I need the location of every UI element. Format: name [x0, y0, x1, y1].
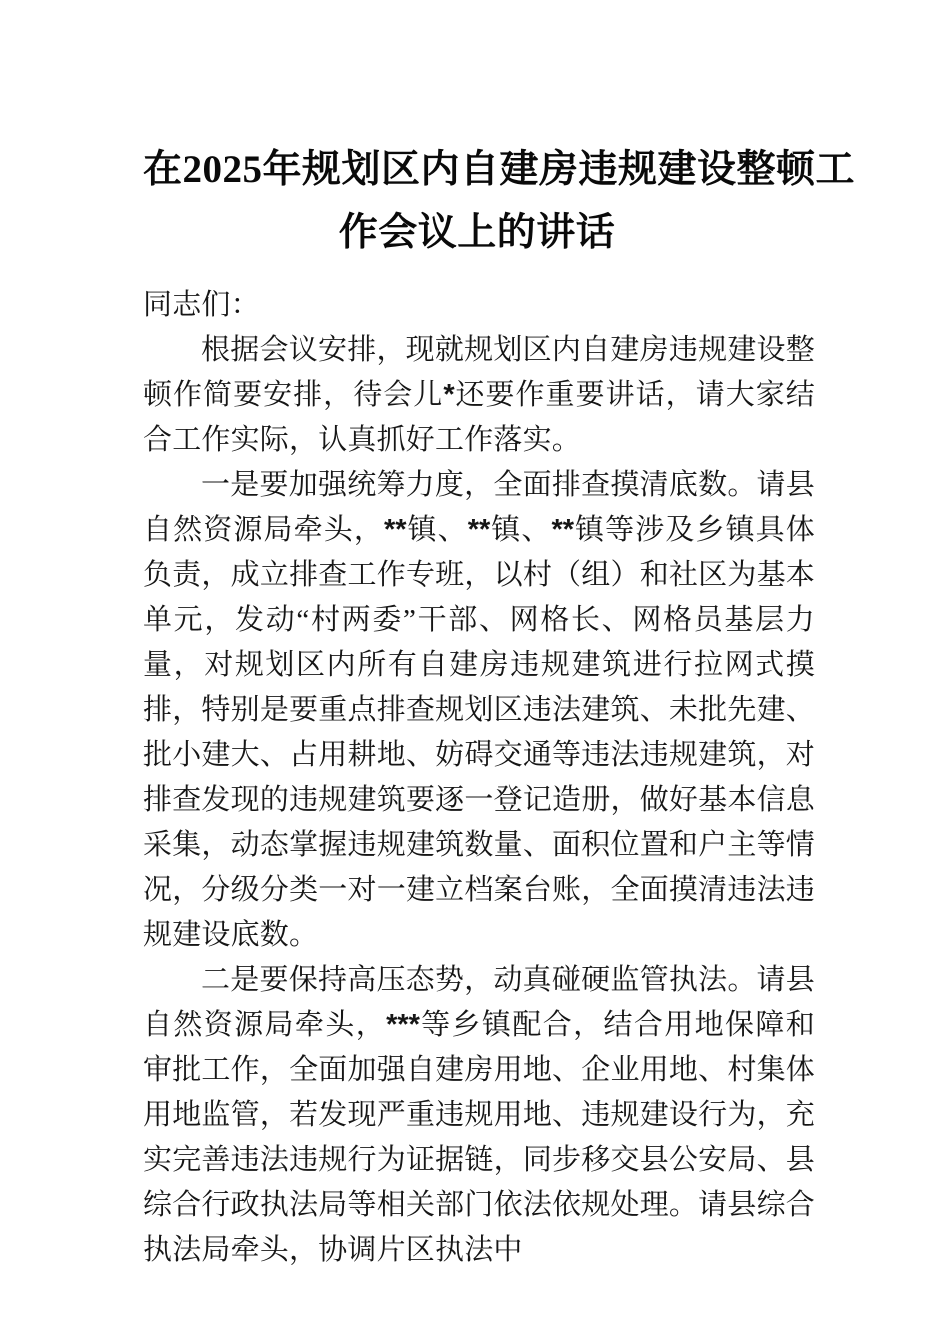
title-line-1: 在2025年规划区内自建房违规建设整顿工 — [143, 148, 856, 192]
redacted-asterisks: ** — [383, 514, 407, 546]
redacted-asterisks: ** — [467, 514, 491, 546]
document-body — [143, 283, 815, 1273]
paragraph-point-two: 二是要保持高压态势，动真碰硬监管执法。请县自然资源局牵头，***等乡镇配合，结合用地保障和审批工作，全面加强自建房用地、企业用地、村集体用地监管，若发现严重违规用地、违规建设行为，充实完善违法违规行为证据链，同步移交县公安局、县综合行政执法局等相关部门依法依规处理。请县综合执法局牵头，协调片区执法中 — [143, 964, 815, 1266]
salutation: 同志们： — [143, 289, 260, 321]
page-title — [143, 138, 856, 264]
redacted-asterisks: ** — [551, 514, 575, 546]
redacted-asterisks: *** — [386, 1009, 420, 1041]
paragraph-intro: 根据会议安排，现就规划区内自建房违规建设整顿作简要安排，待会儿*还要作重要讲话，请大家结合工作实际，认真抓好工作落实。 — [143, 334, 815, 456]
title-line-2: 作会议上的讲话 — [338, 211, 616, 255]
redacted-asterisks: * — [443, 379, 455, 411]
paragraph-point-one: 一是要加强统筹力度，全面排查摸清底数。请县自然资源局牵头，**镇、**镇、**镇等涉及乡镇具体负责，成立排查工作专班，以村（组）和社区为基本单元，发动“村两委”干部、网格长、网格员基层力量，对规划区内所有自建房违规建筑进行拉网式摸排，特别是要重点排查规划区违法建筑、未批先建、批小建大、占用耕地、妨碍交通等违法违规建筑，对排查发现的违规建筑要逐一登记造册，做好基本信息采集，动态掌握违规建筑数量、面积位置和户主等情况，分级分类一对一建立档案台账，全面摸清违法违规建设底数。 — [143, 469, 816, 951]
